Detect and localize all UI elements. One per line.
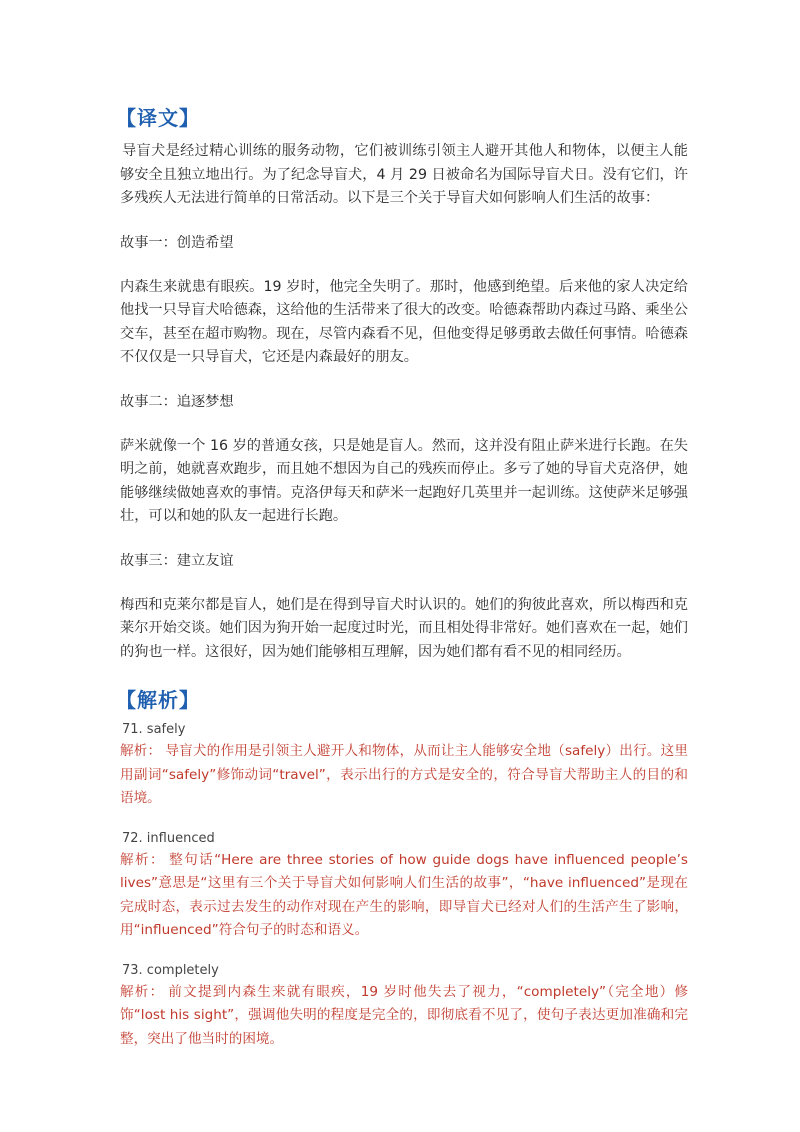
question-number: 73. completely xyxy=(122,962,219,978)
analysis-label: 解析： xyxy=(120,983,165,1000)
story-1-title: 故事一：创造希望 xyxy=(120,234,234,251)
story-1-text: 内森生来就患有眼疾。19 岁时，他完全失明了。那时，他感到绝望。后来他的家人决定给他找一只导盲犬哈德森，这给他的生活带来了很大的改变。哈德森帮助内森过马路、乘坐公交车，甚至在超市购物。现在，尽管内森看不见，但他变得足够勇敢去做任何事情。哈德森不仅仅是一只导盲犬，它还是内森最好的朋友。 xyxy=(120,278,688,365)
analysis-explanation xyxy=(120,849,688,943)
story-2-title: 故事二：追逐梦想 xyxy=(120,393,234,410)
story-2-text: 萨米就像一个 16 岁的普通女孩，只是她是盲人。然而，这并没有阻止萨米进行长跑。在失明之前，她就喜欢跑步，而且她不想因为自己的残疾而停止。多亏了她的导盲犬克洛伊，她能够继续做她喜欢的事情。克洛伊每天和萨米一起跑好几英里并一起训练。这使萨米足够强壮，可以和她的队友一起进行长跑。 xyxy=(120,437,688,524)
translation-heading: 【译文】 xyxy=(116,106,200,130)
story-3-title: 故事三：建立友谊 xyxy=(120,552,234,569)
analysis-heading: 【解析】 xyxy=(116,688,200,712)
translation-intro: 导盲犬是经过精心训练的服务动物，它们被训练引领主人避开其他人和物体，以便主人能够安全且独立地出行。为了纪念导盲犬，4 月 29 日被命名为国际导盲犬日。没有它们，许多残疾人无法进行简单的日常活动。以下是三个关于导盲犬如何影响人们生活的故事： xyxy=(120,143,688,206)
analysis-label: 解析： xyxy=(120,743,162,759)
analysis-text: 前文提到内森生来就有眼疾，19 岁时他失去了视力，“completely”（完全地）修饰“lost his sight”，强调他失明的程度是完全的，即彻底看不见了，使句子表达更加准确和完整，突出了他当时的困境。 xyxy=(120,983,689,1047)
analysis-item-72 xyxy=(120,829,688,943)
story-3-text: 梅西和克莱尔都是盲人，她们是在得到导盲犬时认识的。她们的狗彼此喜欢，所以梅西和克莱尔开始交谈。她们因为狗开始一起度过时光，而且相处得非常好。她们喜欢在一起，她们的狗也一样。这很好，因为她们能够相互理解，因为她们都有看不见的相同经历。 xyxy=(120,596,688,660)
analysis-text: 整句话“Here are three stories of how guide dogs have influenced people’s lives”意思是“这里有三个关于导盲犬如何影响人们生活的故事”，“have influenced”是现在完成时态，表示过去发生的动作对现在产生的影响，即导盲犬已经对人们的生活产生了影响，用“influenced”符合句子的时态和语义。 xyxy=(120,851,689,938)
analysis-explanation xyxy=(120,740,688,811)
analysis-label: 解析： xyxy=(120,851,166,868)
analysis-text: 导盲犬的作用是引领主人避开人和物体，从而让主人能够安全地（safely）出行。这里用副词“safely”修饰动词“travel”，表示出行的方式是安全的，符合导盲犬帮助主人的目的和语境。 xyxy=(120,743,688,806)
question-number: 72. influenced xyxy=(122,830,215,846)
analysis-item-73 xyxy=(120,961,688,1052)
analysis-explanation xyxy=(120,981,688,1052)
analysis-item-71 xyxy=(120,720,688,811)
question-number: 71. safely xyxy=(122,722,186,737)
